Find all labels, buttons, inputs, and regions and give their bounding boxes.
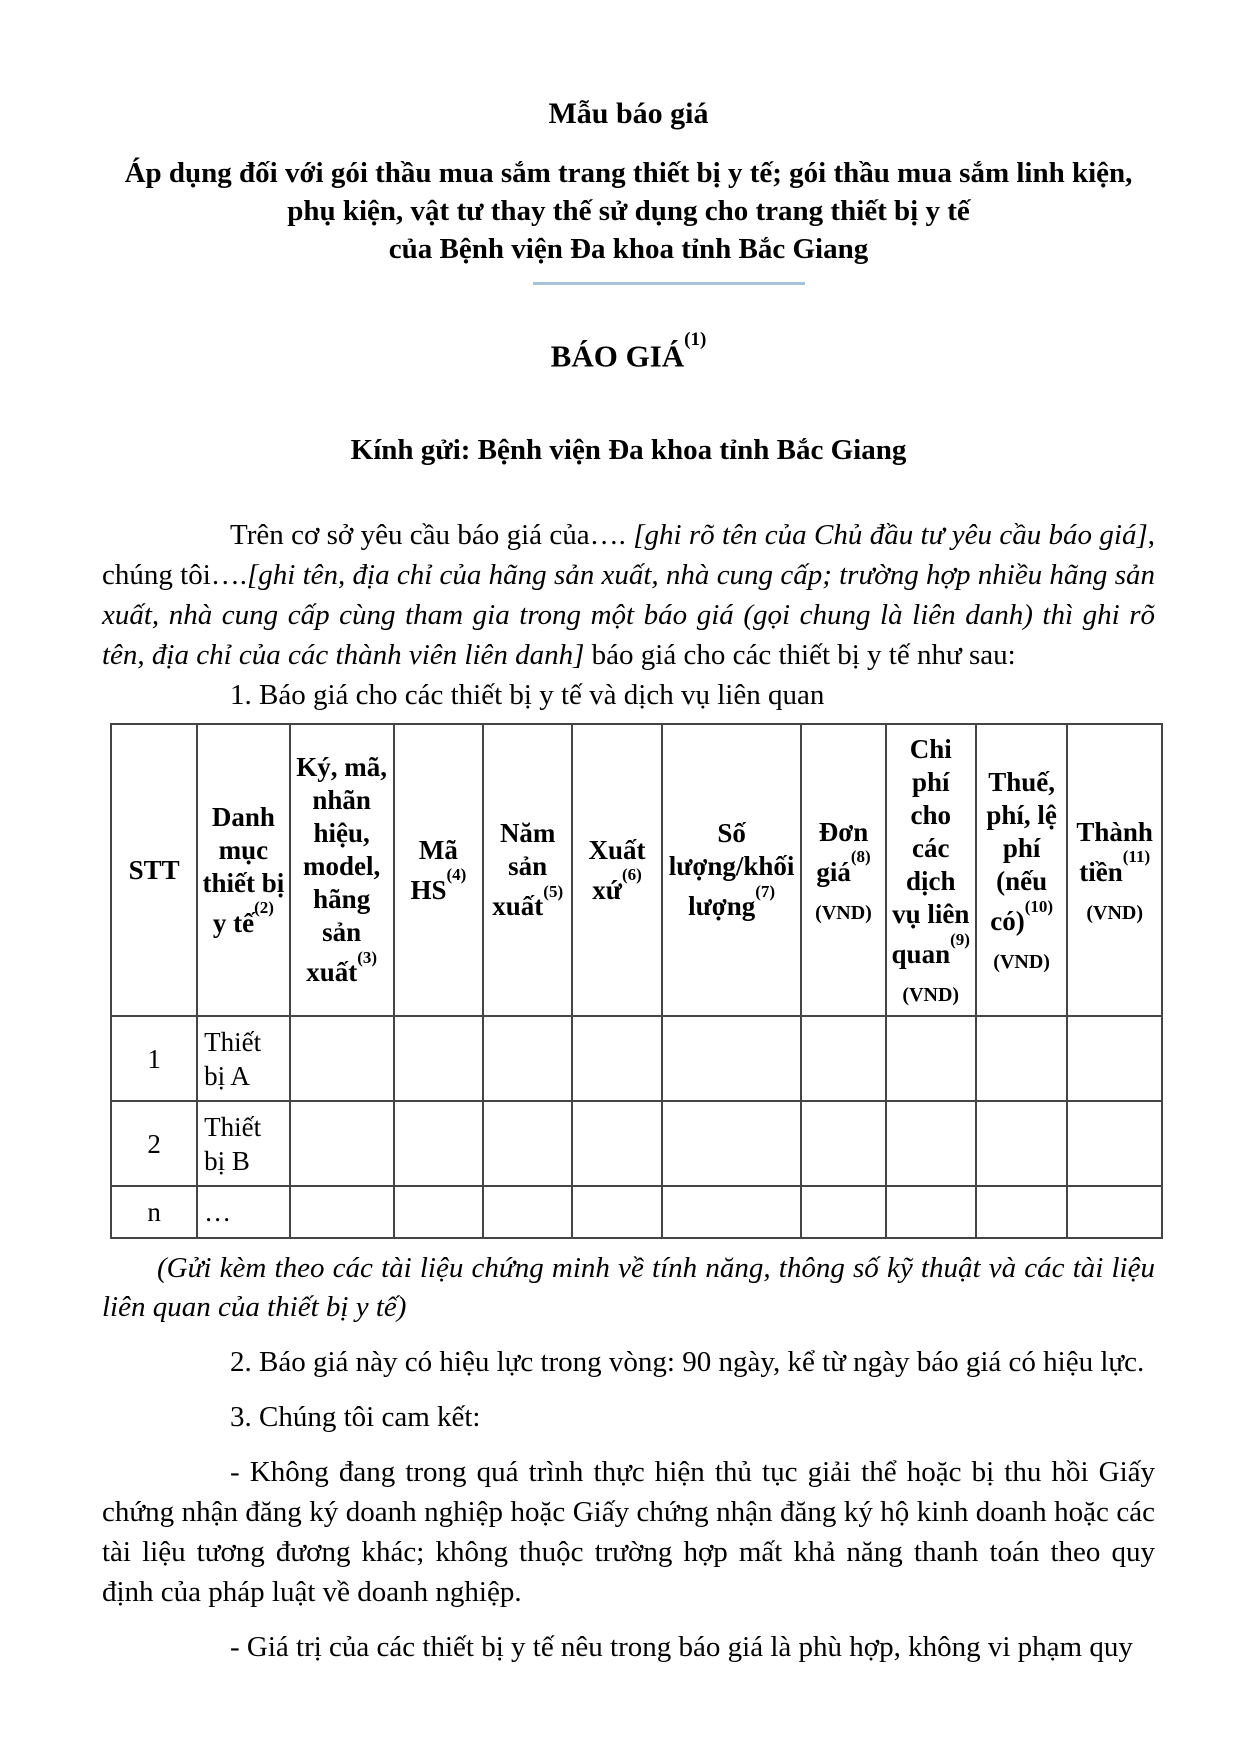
- device-name-cell: Thiết bị B: [197, 1101, 289, 1186]
- form-subtitle: [102, 154, 1155, 268]
- empty-cell: [483, 1016, 572, 1101]
- unit-label: (VND): [902, 984, 960, 1007]
- section-2-paragraph: 2. Báo giá này có hiệu lực trong vòng: 90 ngày, kể từ ngày báo giá có hiệu lực.: [230, 1346, 1145, 1379]
- device-name-cell: …: [197, 1186, 289, 1238]
- empty-cell: [801, 1016, 885, 1101]
- empty-cell: [290, 1016, 394, 1101]
- row-number-cell: n: [111, 1186, 197, 1238]
- row-number-cell: 2: [111, 1101, 197, 1186]
- quotation-table: [110, 723, 1163, 1239]
- document-heading-text: BÁO GIÁ: [550, 338, 685, 374]
- table-row: [111, 1101, 1162, 1186]
- empty-cell: [394, 1101, 483, 1186]
- col-header-stt: STT: [111, 724, 197, 1016]
- section-3-label: 3. Chúng tôi cam kết:: [230, 1401, 481, 1434]
- subtitle-line-2: phụ kiện, vật tư thay thế sử dụng cho trang thiết bị y tế: [287, 195, 970, 227]
- table-header-row: [111, 724, 1162, 1016]
- empty-cell: [976, 1186, 1067, 1238]
- col-header-nam-san-xuat: Năm sản xuất$^{(5)}$: [483, 724, 572, 1016]
- heading-footnote-ref: (1): [684, 328, 707, 350]
- intro-placeholder-2: [ghi tên, địa chỉ của hãng sản xuất, nhà cung cấp; trường hợp nhiều hãng sản xuất, nhà cung cấp cùng tham gia trong một báo giá (gọi chung là liên danh) thì ghi rõ tên, địa chỉ của các thành viên liên danh]: [102, 559, 1155, 672]
- empty-cell: [662, 1186, 802, 1238]
- document-heading: [102, 328, 1155, 375]
- commitment-paragraph-1: - Không đang trong quá trình thực hiện thủ tục giải thể hoặc bị thu hồi Giấy chứng nhận đăng ký doanh nghiệp hoặc Giấy chứng nhận đăng ký hộ kinh doanh hoặc các tài liệu tương đương khác; không thuộc trường hợp mất khả năng thanh toán theo quy định của pháp luật về doanh nghiệp.: [102, 1456, 1155, 1609]
- col-header-xuat-xu: Xuất xứ$^{(6)}$: [572, 724, 661, 1016]
- col-header-don-gia: Đơn giá$^{(8)}$ (VND): [801, 724, 885, 1016]
- col-header-chi-phi-dich-vu: Chi phí cho các dịch vụ liên quan$^{(9)}$ (VND): [886, 724, 976, 1016]
- empty-cell: [886, 1101, 976, 1186]
- empty-cell: [886, 1016, 976, 1101]
- subtitle-line-3: của Bệnh viện Đa khoa tỉnh Bắc Giang: [388, 233, 869, 265]
- empty-cell: [290, 1186, 394, 1238]
- empty-cell: [1067, 1016, 1162, 1101]
- empty-cell: [572, 1016, 661, 1101]
- form-title: Mẫu báo giá: [548, 97, 709, 130]
- intro-paragraph: [102, 515, 1155, 675]
- empty-cell: [394, 1016, 483, 1101]
- empty-cell: [290, 1101, 394, 1186]
- unit-label: (VND): [815, 901, 872, 924]
- empty-cell: [976, 1101, 1067, 1186]
- table-row: [111, 1186, 1162, 1238]
- empty-cell: [572, 1101, 661, 1186]
- empty-cell: [662, 1016, 802, 1101]
- section-1-label: 1. Báo giá cho các thiết bị y tế và dịch vụ liên quan: [230, 679, 825, 712]
- unit-label: (VND): [1086, 901, 1143, 924]
- table-attachment-note: (Gửi kèm theo các tài liệu chứng minh về tính năng, thông số kỹ thuật và các tài liệu liên quan của thiết bị y tế): [102, 1252, 1155, 1324]
- empty-cell: [483, 1101, 572, 1186]
- intro-text-1: Trên cơ sở yêu cầu báo giá của….: [230, 519, 634, 552]
- intro-text-3: báo giá cho các thiết bị y tế như sau:: [584, 639, 1016, 672]
- commitment-paragraph-2: - Giá trị của các thiết bị y tế nêu trong báo giá là phù hợp, không vi phạm quy: [230, 1631, 1133, 1664]
- col-header-so-luong: Số lượng/khối lượng$^{(7)}$: [662, 724, 802, 1016]
- divider-line: [533, 282, 805, 285]
- empty-cell: [1067, 1186, 1162, 1238]
- col-header-thanh-tien: Thành tiền$^{(11)}$ (VND): [1067, 724, 1162, 1016]
- empty-cell: [483, 1186, 572, 1238]
- table-row: [111, 1016, 1162, 1101]
- subtitle-line-1: Áp dụng đối với gói thầu mua sắm trang thiết bị y tế; gói thầu mua sắm linh kiện,: [124, 157, 1133, 189]
- col-header-ma-hs: Mã HS$^{(4)}$: [394, 724, 483, 1016]
- empty-cell: [572, 1186, 661, 1238]
- empty-cell: [1067, 1101, 1162, 1186]
- empty-cell: [662, 1101, 802, 1186]
- empty-cell: [976, 1016, 1067, 1101]
- empty-cell: [801, 1186, 885, 1238]
- salutation-line: Kính gửi: Bệnh viện Đa khoa tỉnh Bắc Giang: [350, 434, 907, 467]
- unit-label: (VND): [993, 951, 1050, 974]
- empty-cell: [394, 1186, 483, 1238]
- empty-cell: [886, 1186, 976, 1238]
- row-number-cell: 1: [111, 1016, 197, 1101]
- col-header-danh-muc: Danh mục thiết bị y tế$^{(2)}$: [197, 724, 289, 1016]
- col-header-ky-ma: Ký, mã, nhãn hiệu, model, hãng sản xuất$^{(3)}$: [290, 724, 394, 1016]
- col-header-thue-phi: Thuế, phí, lệ phí (nếu có)$^{(10)}$ (VND): [976, 724, 1067, 1016]
- intro-text-2: , chúng tôi….: [102, 519, 1155, 592]
- empty-cell: [801, 1101, 885, 1186]
- intro-placeholder-1: [ghi rõ tên của Chủ đầu tư yêu cầu báo giá]: [633, 519, 1148, 552]
- device-name-cell: Thiết bị A: [197, 1016, 289, 1101]
